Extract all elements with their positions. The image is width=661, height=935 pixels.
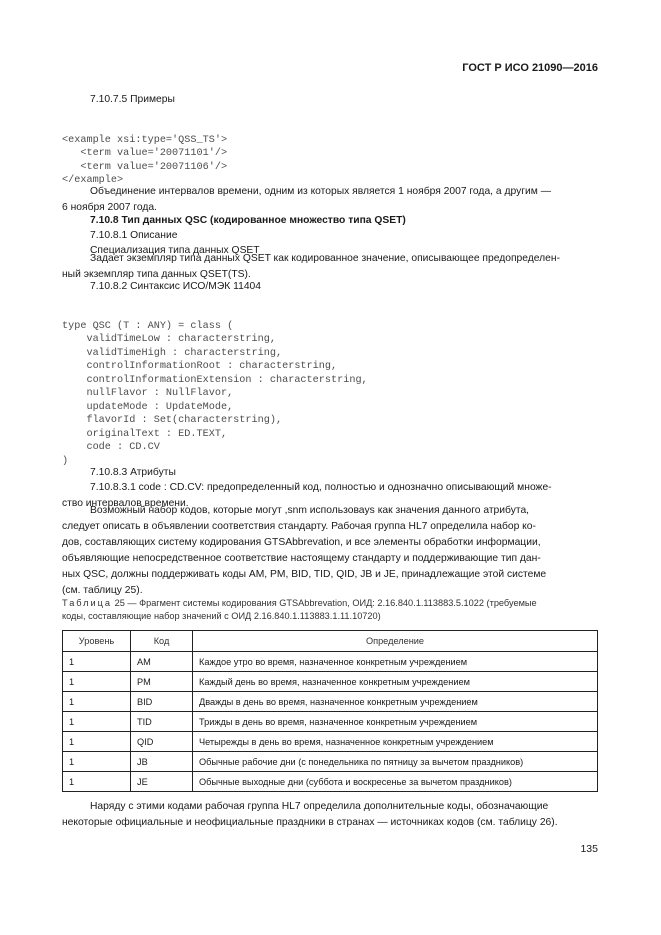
section-7-10-8-2-title: 7.10.8.2 Синтаксис ИСО/МЭК 11404 (90, 281, 261, 292)
paragraph-line: Задает экземпляр типа данных QSET как кодированное значение, описывающее предопределен- (90, 253, 561, 264)
paragraph-line: (см. таблицу 25). (62, 585, 143, 596)
paragraph-line: некоторые официальные и неофициальные праздники в странах — источниках кодов (см. таблицу 26). (62, 817, 558, 828)
paragraph-line: Наряду с этими кодами рабочая группа HL7 определила дополнительные коды, обозначающие (90, 801, 549, 812)
paragraph-line: ных QSC, должны поддерживать коды AM, PM, BID, TID, QID, JB и JE, принадлежащие этой системе (62, 569, 547, 580)
code-line: code : CD.CV (62, 442, 160, 453)
table-caption (62, 597, 598, 622)
description-line: Специализация типа данных QSET (90, 245, 260, 256)
code-line: ) (62, 455, 69, 467)
code-line: originalText : ED.TEXT, (62, 428, 228, 440)
code-line: nullFlavor : NullFlavor, (62, 388, 234, 399)
codes-paragraph (62, 503, 598, 599)
code-line: flavorId : Set(characterstring), (62, 415, 283, 426)
paragraph-line: 6 ноября 2007 года. (62, 202, 157, 213)
syntax-code-block (62, 306, 368, 482)
cell-code: QID (131, 732, 193, 752)
section-7-10-8-title: 7.10.8 Тип данных QSC (кодированное множество типа QSET) (90, 215, 406, 226)
code-line: validTimeLow : characterstring, (62, 334, 276, 345)
cell-level: 1 (63, 692, 131, 712)
code-line: </example> (62, 175, 124, 186)
section-7-10-7-5-title: 7.10.7.5 Примеры (90, 94, 175, 105)
table-row (63, 772, 598, 792)
table-row (63, 652, 598, 672)
cell-definition: Обычные выходные дни (суббота и воскресенье за вычетом праздников) (193, 772, 598, 792)
table-row (63, 752, 598, 772)
cell-level: 1 (63, 732, 131, 752)
paragraph-line: следует описать в объявлении соответствия стандарту. Рабочая группа HL7 определила набор ко- (62, 521, 536, 532)
paragraph-line: Возможный набор кодов, которые могут ,snm использоваys как значения данного атрибута, (90, 505, 530, 516)
cell-definition: Трижды в день во время, назначенное конкретным учреждением (193, 712, 598, 732)
cell-definition: Обычные рабочие дни (с понедельника по пятницу за вычетом праздников) (193, 752, 598, 772)
paragraph-line: объявляющие непосредственное соответствие настоящему стандарту и поддерживающие тип дан- (62, 553, 541, 564)
code-line: validTimeHigh : characterstring, (62, 347, 283, 359)
cell-code: TID (131, 712, 193, 732)
column-header-level: Уровень (63, 631, 131, 652)
cell-definition: Каждое утро во время, назначенное конкретным учреждением (193, 652, 598, 672)
table-header-row (63, 631, 598, 652)
section-7-10-8-1-title: 7.10.8.1 Описание (90, 230, 178, 241)
cell-code: BID (131, 692, 193, 712)
section-7-10-8-3-title: 7.10.8.3 Атрибуты (90, 467, 176, 478)
paragraph-line: 7.10.8.3.1 code : CD.CV: предопределенный код, полностью и однозначно описывающий множе- (90, 482, 552, 493)
column-header-code: Код (131, 631, 193, 652)
gts-abbreviation-table (62, 630, 598, 792)
code-line: <term value='20071101'/> (62, 148, 228, 159)
code-line: <example xsi:type='QSS_TS'> (62, 134, 228, 146)
page-number: 135 (580, 843, 598, 855)
cell-level: 1 (63, 712, 131, 732)
closing-paragraph (62, 799, 598, 831)
table-row (63, 692, 598, 712)
paragraph-line: дов, составляющих систему кодирования GTSAbbrevation, и все элементы обработки информации, (62, 537, 541, 548)
cell-level: 1 (63, 772, 131, 792)
cell-level: 1 (63, 652, 131, 672)
code-line: type QSC (T : ANY) = class ( (62, 320, 234, 332)
cell-code: PM (131, 672, 193, 692)
table-caption-text: 25 — Фрагмент системы кодирования GTSAbbrevation, ОИД: 2.16.840.1.113883.5.1022 (требуемые (114, 598, 537, 608)
cell-definition: Четырежды в день во время, назначенное конкретным учреждением (193, 732, 598, 752)
cell-code: AM (131, 652, 193, 672)
paragraph-line: Объединение интервалов времени, одним из которых является 1 ноября 2007 года, а другим — (90, 186, 551, 197)
cell-definition: Дважды в день во время, назначенное конкретным учреждением (193, 692, 598, 712)
code-line: updateMode : UpdateMode, (62, 401, 234, 413)
cell-definition: Каждый день во время, назначенное конкретным учреждением (193, 672, 598, 692)
cell-code: JB (131, 752, 193, 772)
table-caption-text: коды, составляющие набор значений с ОИД 2.16.840.1.113883.1.11.10720) (62, 610, 381, 621)
code-line: <term value='20071106'/> (62, 161, 228, 173)
cell-level: 1 (63, 672, 131, 692)
cell-level: 1 (63, 752, 131, 772)
paragraph-line: ство интервалов времени. (62, 498, 189, 509)
cell-code: JE (131, 772, 193, 792)
code-line: controlInformationExtension : characterstring, (62, 374, 368, 386)
paragraph-line: ный экземпляр типа данных QSET(TS). (62, 269, 251, 280)
table-row (63, 712, 598, 732)
example-description-paragraph (62, 184, 598, 216)
table-caption-label: Таблица (62, 598, 113, 608)
code-line: controlInformationRoot : characterstring, (62, 361, 338, 372)
table-row (63, 732, 598, 752)
column-header-definition: Определение (193, 631, 598, 652)
document-header-id: ГОСТ Р ИСО 21090—2016 (462, 62, 598, 74)
table-row (63, 672, 598, 692)
